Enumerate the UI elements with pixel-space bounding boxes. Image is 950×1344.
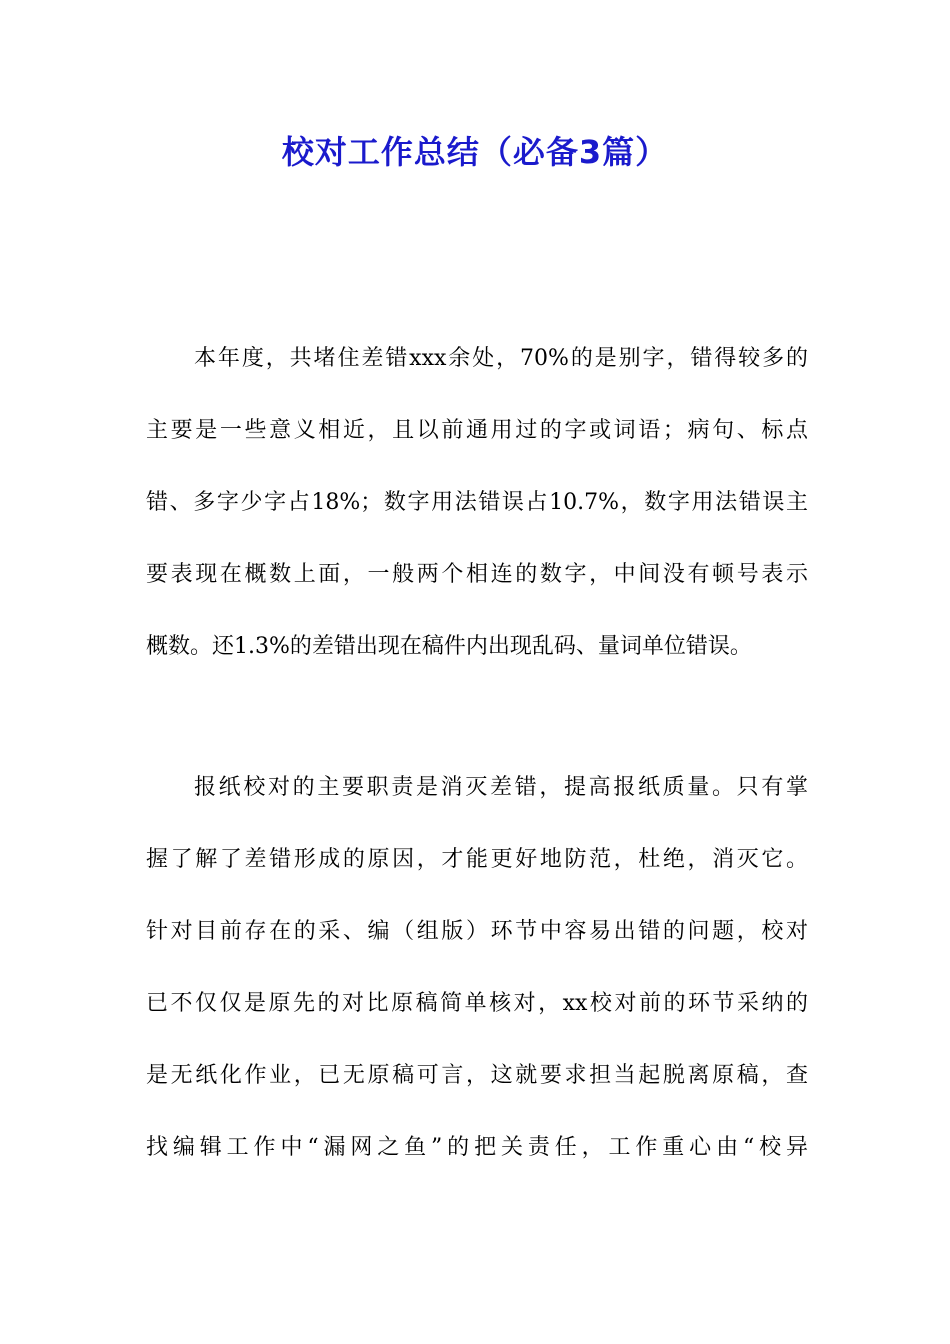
paragraph-line: 要表现在概数上面，一般两个相连的数字，中间没有顿号表示: [146, 562, 808, 587]
page-title: 校对工作总结（必备3篇）: [281, 133, 669, 171]
paragraph-1: [146, 323, 808, 683]
paragraph-2: [146, 752, 808, 1184]
paragraph-line: 报纸校对的主要职责是消灭差错，提高报纸质量。只有掌: [194, 775, 808, 800]
paragraph-line: 本年度，共堵住差错xxx余处，70%的是别字，错得较多的: [194, 346, 808, 371]
paragraph-line: 握了解了差错形成的原因，才能更好地防范，杜绝，消灭它。: [146, 847, 808, 872]
paragraph-line: 找编辑工作中“漏网之鱼”的把关责任，工作重心由“校异: [146, 1135, 808, 1160]
paragraph-line: 错、多字少字占18%；数字用法错误占10.7%，数字用法错误主: [146, 490, 808, 515]
paragraph-line: 概数。还1.3%的差错出现在稿件内出现乱码、量词单位错误。: [146, 634, 752, 659]
paragraph-line: 针对目前存在的采、编（组版）环节中容易出错的问题，校对: [146, 919, 808, 944]
paragraph-line: 已不仅仅是原先的对比原稿简单核对，xx校对前的环节采纳的: [146, 991, 808, 1016]
paragraph-line: 主要是一些意义相近，且以前通用过的字或词语；病句、标点: [146, 418, 808, 443]
paragraph-line: 是无纸化作业，已无原稿可言，这就要求担当起脱离原稿，查: [146, 1063, 808, 1088]
